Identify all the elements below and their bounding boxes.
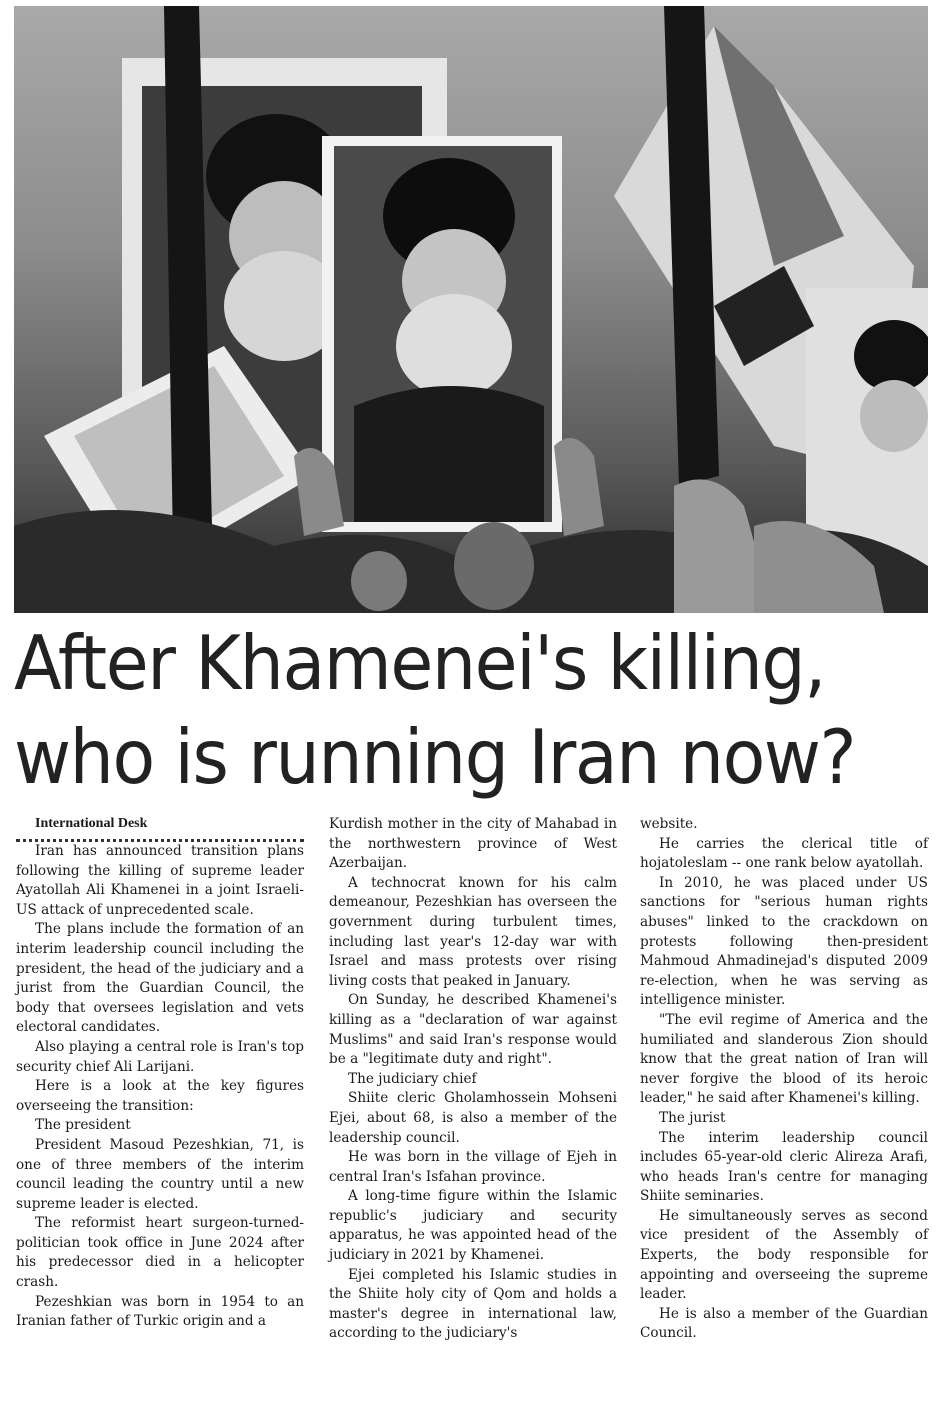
paragraph: He is also a member of the Guardian Council.	[640, 1305, 928, 1342]
headline	[14, 616, 864, 804]
column-1	[16, 815, 304, 1332]
headline-line-1: After Khamenei's killing,	[14, 619, 826, 707]
paragraph: A long-time figure within the Islamic republic's judiciary and security apparatus, he was appointed head of the judiciary in 2021 by Khamenei.	[329, 1188, 617, 1264]
paragraph: "The evil regime of America and the humiliated and slanderous Zion should know that the great nation of Iran will never forgive the blood of its heroic leader," he said after Khamenei's killing.	[640, 1011, 928, 1107]
paragraph: The reformist heart surgeon-turned-politician took office in June 2024 after his predecessor died in a helicopter crash.	[16, 1215, 304, 1291]
paragraph: Iran has announced transition plans following the killing of supreme leader Ayatollah Ali Khamenei in a joint Israeli-US attack of unprecedented scale.	[16, 843, 304, 918]
column-3	[640, 815, 928, 1344]
paragraph: He carries the clerical title of hojatoleslam -- one rank below ayatollah.	[640, 835, 928, 872]
paragraph: The plans include the formation of an interim leadership council including the president, the head of the judiciary and a jurist from the Guardian Council, the body that oversees legislation and vets electoral candidates.	[16, 921, 304, 1036]
paragraph: In 2010, he was placed under US sanctions for "serious human rights abuses" linked to the crackdown on protests following then-president Mahmoud Ahmadinejad's disputed 2009 re-election, when he was serving as intelligence minister.	[640, 874, 928, 1009]
paragraph: Here is a look at the key figures overseeing the transition:	[16, 1078, 304, 1114]
column-2	[329, 815, 617, 1344]
paragraph: website.	[640, 816, 698, 832]
article-body	[16, 815, 928, 1400]
paragraph: A technocrat known for his calm demeanour, Pezeshkian has overseen the government during turbulent times, including last year's 12-day war with Israel and mass protests over rising living costs that peaked in January.	[329, 874, 617, 989]
news-photo	[14, 6, 928, 613]
paragraph: Ejei completed his Islamic studies in the Shiite holy city of Qom and holds a master's degree in international law, according to the judiciary's	[329, 1266, 617, 1342]
byline: International Desk	[16, 815, 304, 842]
paragraph: He simultaneously serves as second vice president of the Assembly of Experts, the body responsible for appointing and overseeing the supreme leader.	[640, 1207, 928, 1303]
paragraph: President Masoud Pezeshkian, 71, is one of three members of the interim council leading the country until a new supreme leader is elected.	[16, 1136, 304, 1212]
paragraph: The interim leadership council includes 65-year-old cleric Alireza Arafi, who heads Iran's centre for managing Shiite seminaries.	[640, 1129, 928, 1205]
paragraph: On Sunday, he described Khamenei's killing as a "declaration of war against Muslims" and said Iran's response would be a "legitimate duty and right".	[329, 992, 617, 1068]
paragraph: Kurdish mother in the city of Mahabad in the northwestern province of West Azerbaijan.	[329, 816, 617, 872]
subhead: The judiciary chief	[348, 1070, 477, 1087]
paragraph: Shiite cleric Gholamhossein Mohseni Ejei, about 68, is also a member of the leadership council.	[329, 1090, 617, 1146]
paragraph: Pezeshkian was born in 1954 to an Iranian father of Turkic origin and a	[16, 1293, 304, 1330]
paragraph: He was born in the village of Ejeh in central Iran's Isfahan province.	[329, 1149, 617, 1185]
paragraph: Also playing a central role is Iran's top security chief Ali Larijani.	[16, 1038, 304, 1075]
headline-line-2: who is running Iran now?	[14, 713, 856, 801]
subhead: The jurist	[659, 1109, 726, 1126]
subhead: The president	[35, 1117, 131, 1134]
photo-illustration	[14, 6, 928, 613]
